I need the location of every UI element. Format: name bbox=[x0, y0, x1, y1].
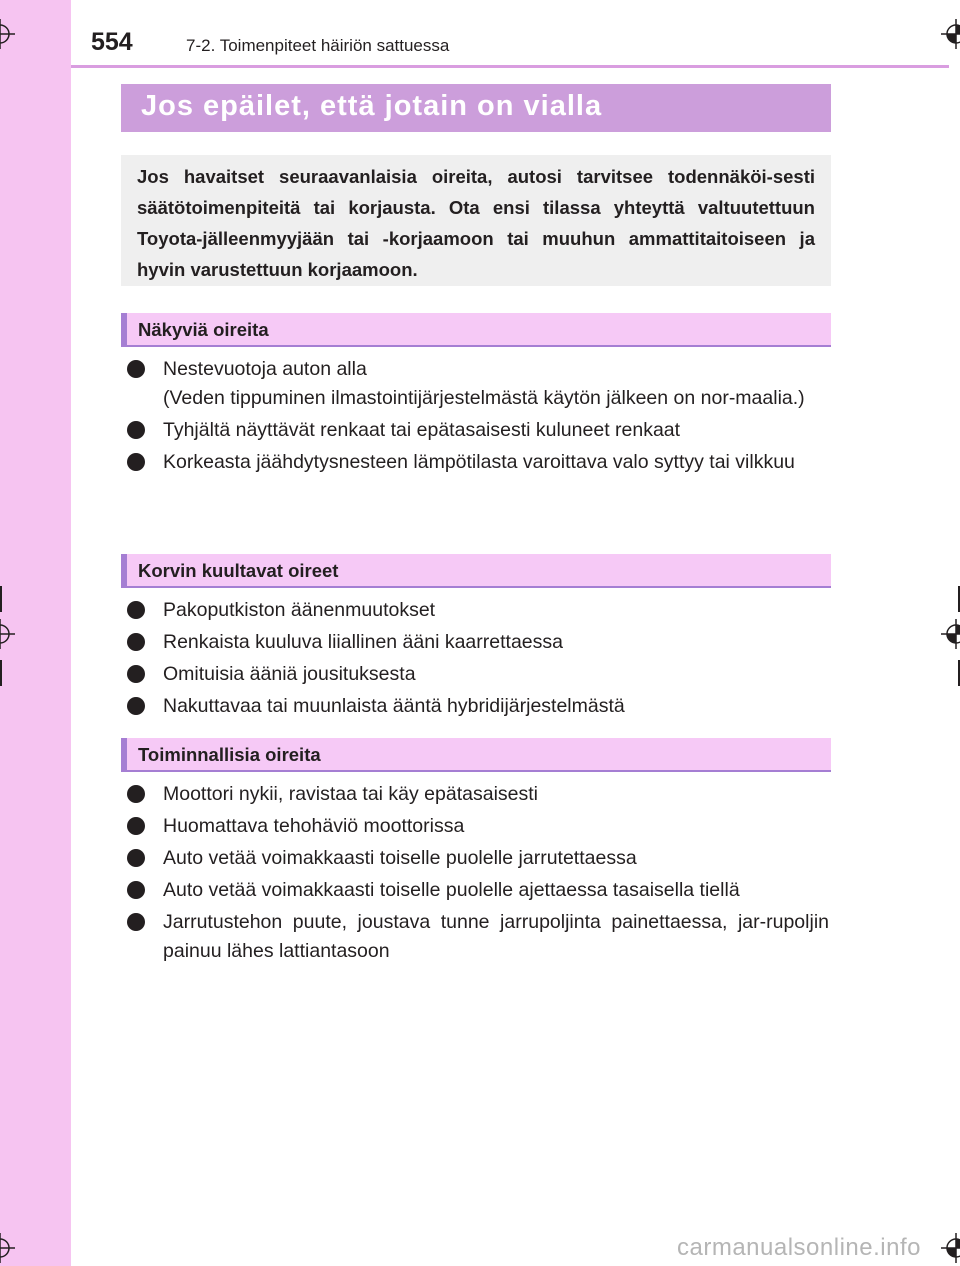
registration-mark-icon bbox=[0, 1233, 15, 1263]
list-item bbox=[125, 416, 829, 445]
bullet-icon bbox=[127, 817, 145, 835]
list-item-note: (Veden tippuminen ilmastointijärjestelmästä käytön jälkeen on nor-maalia.) bbox=[163, 387, 805, 409]
list-item bbox=[125, 908, 829, 966]
bullet-icon bbox=[127, 421, 145, 439]
list-item-text: Auto vetää voimakkaasti toiselle puolelle ajettaessa tasaisella tiellä bbox=[163, 879, 740, 901]
section-reference: 7-2. Toimenpiteet häiriön sattuessa bbox=[186, 36, 450, 55]
section-heading-functional bbox=[121, 738, 831, 772]
bullet-icon bbox=[127, 360, 145, 378]
list-item-text: Korkeasta jäähdytysnesteen lämpötilasta varoittava valo syttyy tai vilkkuu bbox=[163, 451, 795, 473]
list-item-text: Tyhjältä näyttävät renkaat tai epätasaisesti kuluneet renkaat bbox=[163, 419, 681, 441]
bullet-icon bbox=[127, 849, 145, 867]
registration-mark-icon bbox=[0, 619, 15, 649]
section-heading-audible bbox=[121, 554, 831, 588]
crop-mark bbox=[0, 660, 2, 686]
audible-symptoms-list bbox=[125, 596, 829, 724]
header-divider bbox=[71, 65, 949, 68]
bullet-icon bbox=[127, 697, 145, 715]
list-item bbox=[125, 596, 829, 625]
list-item bbox=[125, 628, 829, 657]
list-item bbox=[125, 355, 829, 413]
list-item bbox=[125, 876, 829, 905]
page-number: 554 bbox=[91, 28, 133, 56]
watermark: carmanualsonline.info bbox=[677, 1234, 921, 1261]
list-item-text: Auto vetää voimakkaasti toiselle puolelle jarrutettaessa bbox=[163, 847, 637, 869]
registration-mark-icon bbox=[941, 619, 960, 649]
bullet-icon bbox=[127, 665, 145, 683]
list-item-text: Moottori nykii, ravistaa tai käy epätasaisesti bbox=[163, 783, 538, 805]
section-heading-visible bbox=[121, 313, 831, 347]
bullet-icon bbox=[127, 913, 145, 931]
list-item bbox=[125, 692, 829, 721]
registration-mark-icon bbox=[941, 1233, 960, 1263]
page-header bbox=[0, 28, 960, 70]
bullet-icon bbox=[127, 601, 145, 619]
bullet-icon bbox=[127, 881, 145, 899]
page-title-bar bbox=[121, 84, 831, 132]
page-title: Jos epäilet, että jotain on vialla bbox=[141, 90, 603, 122]
section-heading-label: Toiminnallisia oireita bbox=[138, 744, 321, 765]
list-item bbox=[125, 844, 829, 873]
bullet-icon bbox=[127, 453, 145, 471]
list-item-text: Huomattava tehohäviö moottorissa bbox=[163, 815, 465, 837]
section-heading-label: Näkyviä oireita bbox=[138, 319, 269, 340]
list-item-text: Nakuttavaa tai muunlaista ääntä hybridijärjestelmästä bbox=[163, 695, 625, 717]
list-item bbox=[125, 448, 829, 477]
bullet-icon bbox=[127, 633, 145, 651]
list-item-text: Nestevuotoja auton alla bbox=[163, 358, 367, 380]
list-item bbox=[125, 780, 829, 809]
section-heading-label: Korvin kuultavat oireet bbox=[138, 560, 339, 581]
bullet-icon bbox=[127, 785, 145, 803]
crop-mark bbox=[0, 586, 2, 612]
list-item-text: Renkaista kuuluva liiallinen ääni kaarrettaessa bbox=[163, 631, 563, 653]
list-item-text: Omituisia ääniä jousituksesta bbox=[163, 663, 416, 685]
list-item bbox=[125, 660, 829, 689]
intro-box bbox=[121, 155, 831, 286]
list-item-text: Jarrutustehon puute, joustava tunne jarrupoljinta painettaessa, jar-rupoljin painuu lähes lattiantasoon bbox=[163, 911, 829, 962]
visible-symptoms-list bbox=[125, 355, 829, 480]
list-item bbox=[125, 812, 829, 841]
functional-symptoms-list bbox=[125, 780, 829, 969]
intro-text: Jos havaitset seuraavanlaisia oireita, autosi tarvitsee todennäköi-sesti säätötoimenpiteitä tai korjausta. Ota ensi tilassa yhteyttä valtuutettuun Toyota-jälleenmyyjään tai -korjaamoon tai muuhun ammattitaitoiseen ja hyvin varustettuun korjaamoon. bbox=[137, 166, 815, 280]
list-item-text: Pakoputkiston äänenmuutokset bbox=[163, 599, 436, 621]
